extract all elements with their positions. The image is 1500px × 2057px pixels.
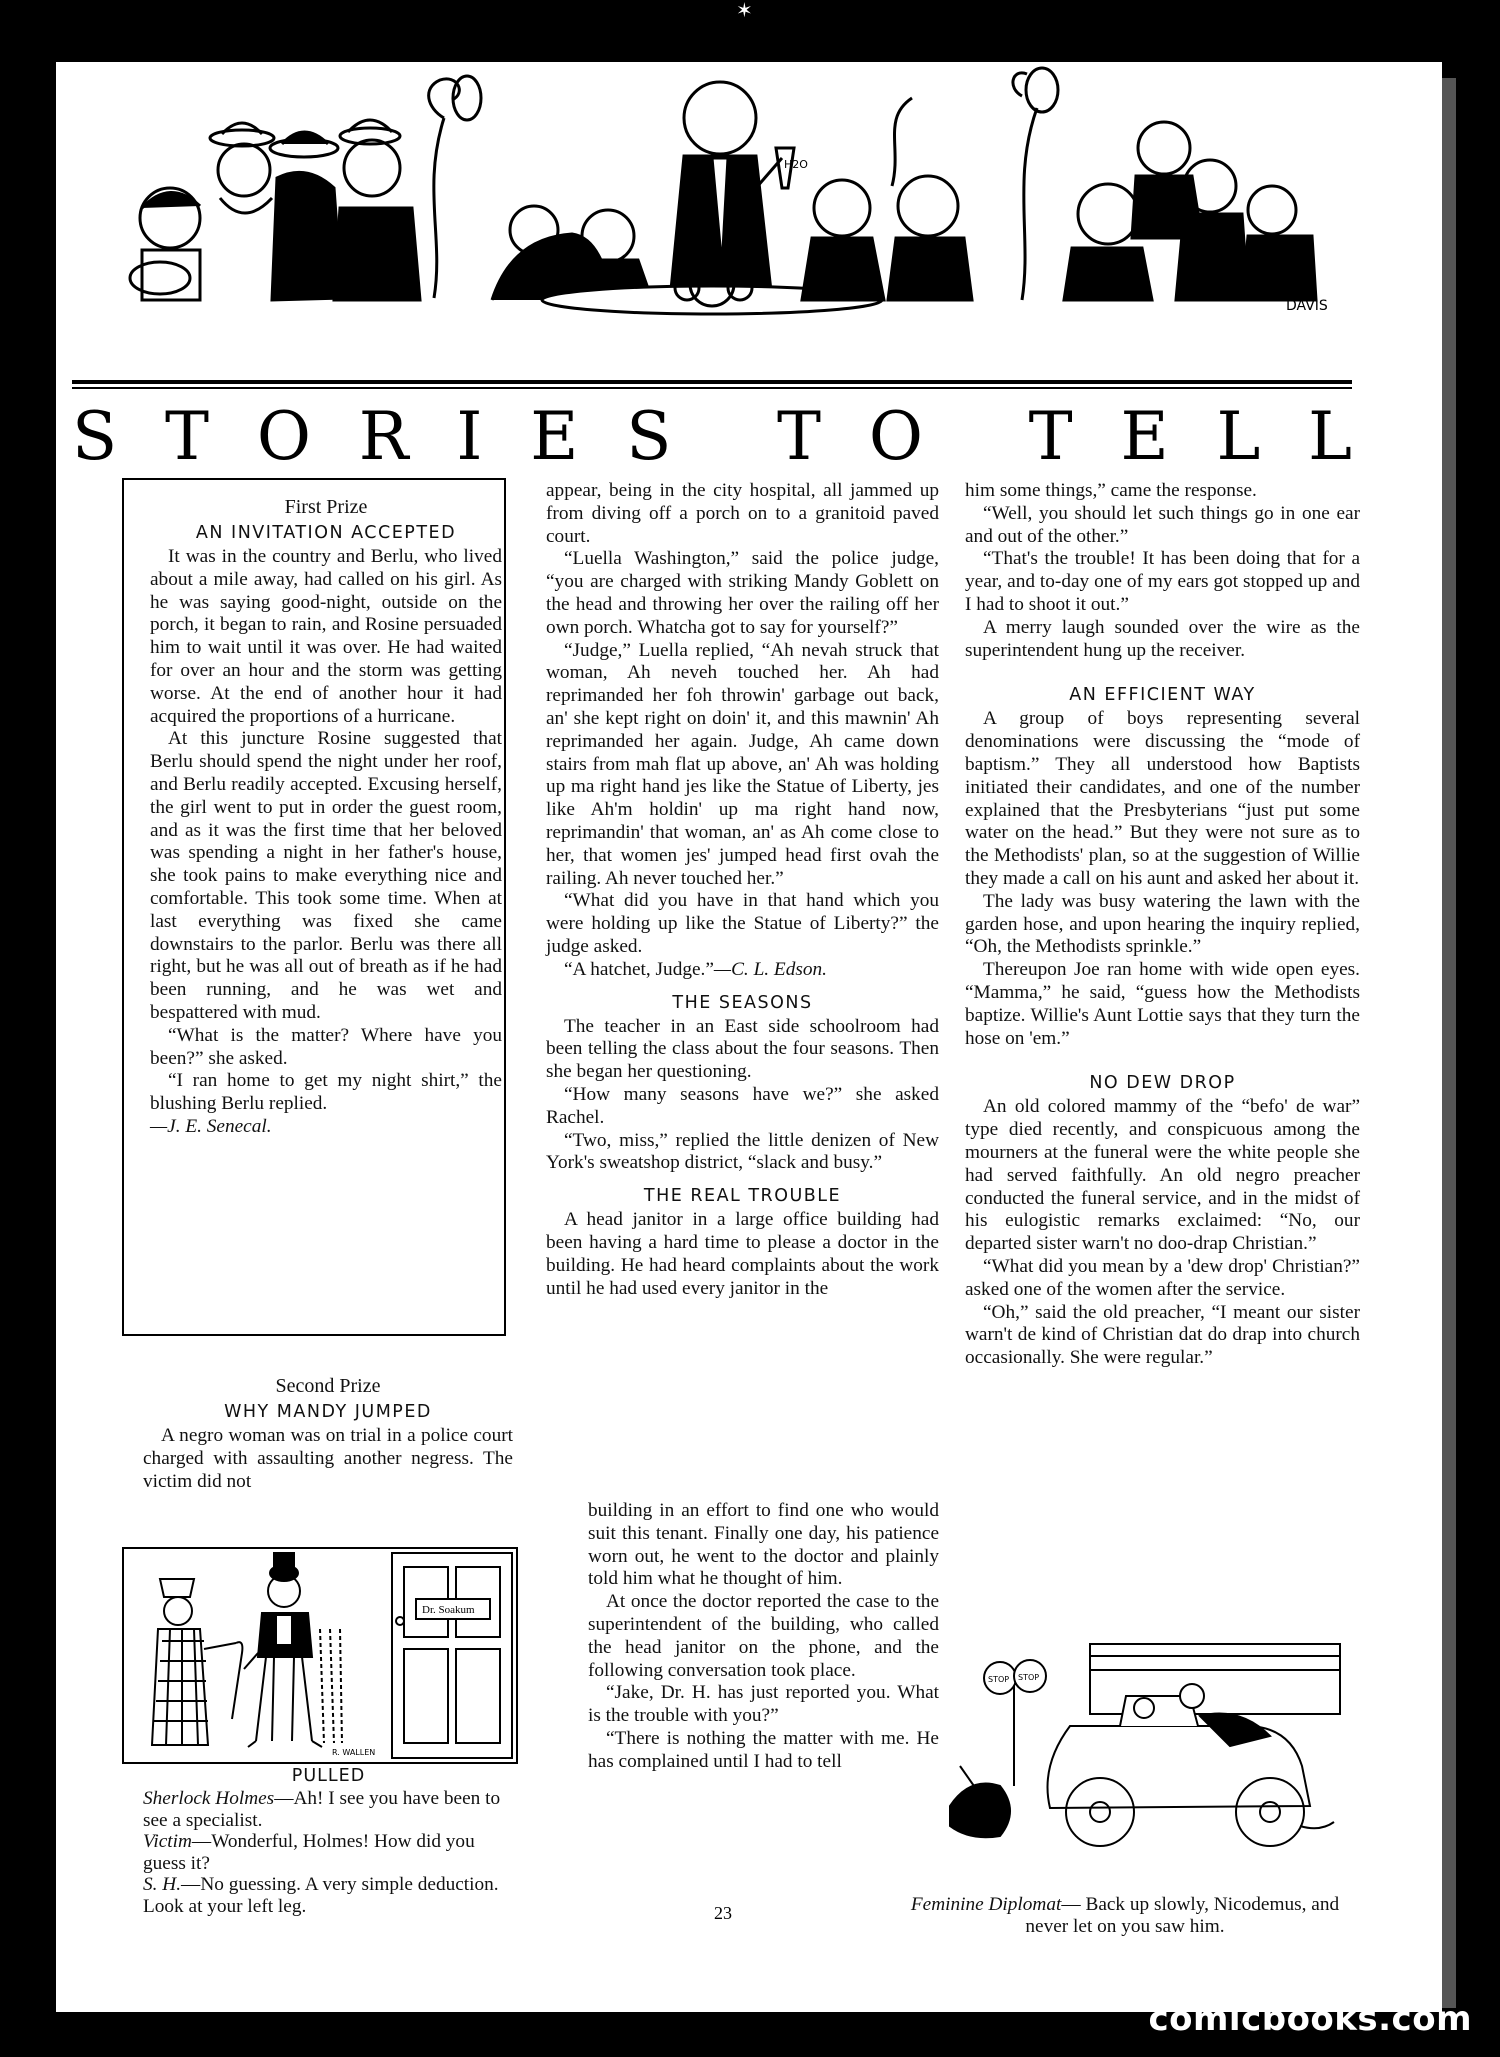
- column-two: [546, 480, 939, 1300]
- title-letter: L: [1216, 398, 1261, 475]
- story-paragraph: “Luella Washington,” said the police judge, “you are charged with striking Mandy Goblett on the head and throwing her over the railing off her own porch. Whatcha got to say for yourself?”: [546, 548, 939, 638]
- page-number: 23: [714, 1903, 732, 1923]
- story-paragraph: “Judge,” Luella replied, “Ah nevah struck that woman, Ah neveh touched her. Ah had reprimanded her foh throwin' garbage out back, an' she kept right on doin' it, and this mawnin' Ah reprimanded her again. Judge, Ah came down stairs from mah flat up above, an' Ah was holding up ma right hand jes like the Statue of Liberty, jes like Ah'm holdin' up ma right hand now, reprimandin' that woman, an' as Ah come close to her, that women jes' jumped head first ovah the railing. Ah never touched her.”: [546, 639, 939, 889]
- title-letter: R: [358, 398, 409, 475]
- story-heading: NO DEW DROP: [1089, 1073, 1236, 1094]
- stop-sign-right: STOP: [1018, 1673, 1040, 1682]
- banner-rule-thick: [72, 380, 1352, 384]
- column-two-narrow: [588, 1500, 939, 1774]
- column-three: [965, 480, 1360, 1370]
- story-paragraph: “How many seasons have we?” she asked Rachel.: [546, 1083, 939, 1128]
- caption-speaker: Victim: [143, 1831, 192, 1852]
- prize-label: First Prize: [284, 496, 368, 518]
- caption-line: —No guessing. A very simple deduction. Look at your left leg.: [143, 1874, 499, 1917]
- story-paragraph: building in an effort to find one who would suit this tenant. Finally one day, his patience worn out, he went to the doctor and plainly told him what he thought of him.: [588, 1500, 939, 1590]
- story-paragraph: “What is the matter? Where have you been?” she asked.: [150, 1024, 502, 1069]
- caption-line: —Wonderful, Holmes! How did you guess it?: [143, 1831, 475, 1874]
- caption-speaker: Sherlock Holmes: [143, 1788, 275, 1809]
- story-paragraph: A group of boys representing several denominations were discussing the “mode of baptism.” They all understood how Baptists initiated their candidates, and one of the number explained that the Presbyterians “just put some water on the head.” But they were not sure as to the Methodists' plan, so at the suggestion of Willie they made a call on his aunt and asked her about it.: [965, 708, 1360, 889]
- story-heading: THE SEASONS: [672, 992, 813, 1013]
- feminine-diplomat-illustration: [930, 1636, 1350, 1866]
- pulled-artist-signature: R. WALLEN: [332, 1748, 376, 1757]
- story-paragraph: “Oh,” said the old preacher, “I meant our sister warn't de kind of Christian dat do drap into church occasionally. She were regular.”: [965, 1301, 1360, 1369]
- door-sign: Dr. Soakum: [422, 1604, 475, 1616]
- story-paragraph: “What did you have in that hand which you were holding up like the Statue of Liberty?” the judge asked.: [546, 890, 939, 957]
- story-paragraph: him some things,” came the response.: [965, 480, 1257, 501]
- story-paragraph: appear, being in the city hospital, all jammed up from diving off a porch on to a granitoid paved court.: [546, 480, 939, 547]
- title-letter: O: [256, 398, 311, 475]
- second-prize-story-start: [143, 1373, 513, 1493]
- banner-illustration: [72, 38, 1352, 338]
- title-letter: E: [1120, 398, 1169, 475]
- banner-rule-thin: [72, 387, 1352, 389]
- story-heading: THE REAL TROUBLE: [643, 1186, 842, 1207]
- story-paragraph: Thereupon Joe ran home with wide open eyes. “Mamma,” he said, “guess how the Methodists baptize. Willie's Aunt Lottie says that they turn the hose on 'em.”: [965, 959, 1360, 1049]
- pulled-cartoon: [122, 1547, 518, 1764]
- story-paragraph: “There is nothing the matter with me. He has complained until I had to tell: [588, 1727, 939, 1772]
- title-gap: [971, 400, 981, 474]
- story-paragraph: The lady was busy watering the lawn with the garden hose, and upon hearing the inquiry replied, “Oh, the Methodists sprinkle.”: [965, 890, 1360, 958]
- story-paragraph: The teacher in an East side schoolroom had been telling the class about the four seasons. Then she began her questioning.: [546, 1015, 939, 1083]
- top-asterisk-mark: ✶: [736, 0, 753, 22]
- prize-label: Second Prize: [275, 1375, 381, 1397]
- banner-glass-label: H2O: [784, 158, 808, 171]
- first-prize-story: [150, 494, 502, 1139]
- caption-speaker: S. H.: [143, 1874, 182, 1895]
- story-paragraph: “I ran home to get my night shirt,” the blushing Berlu replied.: [150, 1070, 502, 1115]
- title-letter: T: [1028, 398, 1073, 475]
- caption-speaker: Feminine Diplomat: [910, 1894, 1062, 1915]
- story-signature: —J. E. Senecal.: [150, 1115, 272, 1137]
- story-paragraph: “Well, you should let such things go in one ear and out of the other.”: [965, 502, 1360, 547]
- title-letter: L: [1308, 398, 1352, 475]
- story-paragraph: It was in the country and Berlu, who lived about a mile away, had called on his girl. As he was saying good-night, outside on the porch, it began to rain, and Rosine persuaded him to wait until it was over. He had waited for over an hour and the storm was getting worse. At the end of another hour it had acquired the proportions of a hurricane.: [150, 546, 502, 727]
- story-paragraph: “That's the trouble! It has been doing that for a year, and to-day one of my ears got stopped up and I had to shoot it out.”: [965, 548, 1360, 615]
- page-title: [72, 400, 1352, 474]
- pulled-illustration: [124, 1549, 516, 1762]
- feminine-diplomat-caption: [905, 1894, 1345, 1937]
- story-paragraph: “What did you mean by a 'dew drop' Christian?” asked one of the women after the service.: [965, 1255, 1360, 1300]
- title-letter: I: [456, 398, 483, 475]
- story-heading: AN INVITATION ACCEPTED: [195, 523, 457, 543]
- story-heading: AN EFFICIENT WAY: [1069, 685, 1256, 706]
- story-paragraph: A head janitor in a large office building had been having a hard time to please a doctor in the building. He had heard complaints about the work until he had used every janitor in the: [546, 1209, 939, 1299]
- banner-artist-signature: DAVIS: [1286, 298, 1328, 314]
- story-paragraph: At this juncture Rosine suggested that Berlu should spend the night under her roof, and Berlu readily accepted. Excusing herself, the girl went to put in order the guest room, and as it was the first time that her beloved was spending a night in her father's house, she took pains to make everything nice and comfortable. This took some time. When at last everything was fixed she came downstairs to the parlor. Berlu was there all right, but he was all out of breath as if he had been running, and he was wet and bespattered with mud.: [150, 728, 502, 1023]
- caption-line: — Back up slowly, Nicodemus, and never let on you saw him.: [1025, 1894, 1340, 1937]
- story-last-line: “A hatchet, Judge.”: [564, 958, 714, 980]
- title-letter: T: [165, 398, 210, 475]
- pulled-caption: [143, 1764, 514, 1917]
- story-paragraph: A negro woman was on trial in a police court charged with assaulting another negress. The victim did not: [143, 1425, 513, 1492]
- title-letter: S: [72, 398, 118, 475]
- title-letter: S: [626, 398, 672, 475]
- title-letter: O: [868, 398, 923, 475]
- cartoon-title: PULLED: [291, 1766, 366, 1786]
- story-signature: —C. L. Edson.: [713, 958, 827, 980]
- story-paragraph: An old colored mammy of the “befo' de war” type died recently, and conspicuous among the mourners at the funeral were the white people she had served faithfully. An old negro preacher conducted the funeral service, and in the midst of his eulogistic remarks exclaimed: “No, our departed sister warn't no doo-drap Christian.”: [965, 1096, 1360, 1255]
- story-paragraph: “Two, miss,” replied the little denizen of New York's sweatshop district, “slack and busy.”: [546, 1129, 939, 1174]
- story-heading: WHY MANDY JUMPED: [224, 1402, 432, 1422]
- title-gap: [719, 400, 729, 474]
- story-paragraph: At once the doctor reported the case to the superintendent of the building, who called the head janitor on the phone, and the following conversation took place.: [588, 1591, 939, 1681]
- title-letter: E: [530, 398, 579, 475]
- watermark: comicbooks.com: [1148, 1999, 1472, 2039]
- story-paragraph: A merry laugh sounded over the wire as the superintendent hung up the receiver.: [965, 616, 1360, 661]
- stop-sign-left: STOP: [988, 1675, 1010, 1684]
- story-paragraph: “Jake, Dr. H. has just reported you. What is the trouble with you?”: [588, 1682, 939, 1727]
- caption-line: —Ah! I see you have been to see a specialist.: [143, 1788, 501, 1831]
- binding-spine: [1442, 78, 1456, 2008]
- title-letter: T: [777, 398, 822, 475]
